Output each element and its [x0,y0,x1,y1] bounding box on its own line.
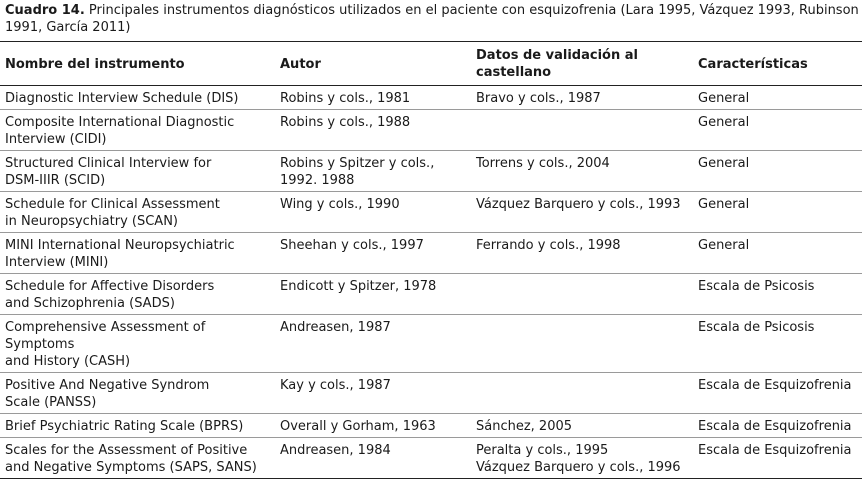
cell-nombre: Scales for the Assessment of Positive and Negative Symptoms (SAPS, SANS) [0,438,275,479]
cell-nombre: Composite International Diagnostic Interview (CIDI) [0,110,275,151]
instruments-table [0,41,862,479]
table-row [0,438,862,479]
cell-validacion: Sánchez, 2005 [471,414,693,438]
cell-nombre: Schedule for Affective Disorders and Schizophrenia (SADS) [0,274,275,315]
cell-caracteristicas: Escala de Psicosis [693,315,862,373]
header-validacion: Datos de validación al castellano [471,42,693,86]
cell-caracteristicas: General [693,86,862,110]
cell-validacion [471,373,693,414]
cell-nombre: MINI International Neuropsychiatric Interview (MINI) [0,233,275,274]
table-row [0,274,862,315]
cell-autor: Robins y cols., 1988 [275,110,471,151]
table-row [0,233,862,274]
cell-validacion: Peralta y cols., 1995 Vázquez Barquero y cols., 1996 [471,438,693,479]
header-row [0,42,862,86]
cell-nombre: Brief Psychiatric Rating Scale (BPRS) [0,414,275,438]
cell-autor: Andreasen, 1987 [275,315,471,373]
table-row [0,414,862,438]
cell-nombre: Positive And Negative Syndrom Scale (PANSS) [0,373,275,414]
cell-autor: Wing y cols., 1990 [275,192,471,233]
cell-nombre: Diagnostic Interview Schedule (DIS) [0,86,275,110]
cell-caracteristicas: Escala de Esquizofrenia [693,373,862,414]
table-row [0,86,862,110]
cell-nombre: Structured Clinical Interview for DSM-IIIR (SCID) [0,151,275,192]
cell-nombre: Comprehensive Assessment of Symptoms and History (CASH) [0,315,275,373]
cell-caracteristicas: General [693,233,862,274]
table-caption [5,2,860,36]
cell-caracteristicas: Escala de Psicosis [693,274,862,315]
cell-caracteristicas: General [693,151,862,192]
table-row [0,151,862,192]
cell-autor: Endicott y Spitzer, 1978 [275,274,471,315]
cell-validacion: Ferrando y cols., 1998 [471,233,693,274]
cell-autor: Overall y Gorham, 1963 [275,414,471,438]
header-autor: Autor [275,42,471,86]
table-row [0,192,862,233]
cell-nombre: Schedule for Clinical Assessment in Neuropsychiatry (SCAN) [0,192,275,233]
caption-label: Cuadro 14. [5,3,85,18]
cell-caracteristicas: Escala de Esquizofrenia [693,438,862,479]
cell-caracteristicas: Escala de Esquizofrenia [693,414,862,438]
cell-validacion: Torrens y cols., 2004 [471,151,693,192]
cell-caracteristicas: General [693,110,862,151]
cell-validacion: Vázquez Barquero y cols., 1993 [471,192,693,233]
cell-validacion: Bravo y cols., 1987 [471,86,693,110]
cell-autor: Andreasen, 1984 [275,438,471,479]
cell-autor: Kay y cols., 1987 [275,373,471,414]
caption-text: Principales instrumentos diagnósticos utilizados en el paciente con esquizofrenia (Lara 1995, Vázquez 1993, Rubinson 1991, García 2011) [5,3,859,35]
table-row [0,315,862,373]
cell-validacion [471,315,693,373]
cell-caracteristicas: General [693,192,862,233]
cell-autor: Sheehan y cols., 1997 [275,233,471,274]
table-row [0,110,862,151]
header-caracteristicas: Características [693,42,862,86]
cell-autor: Robins y Spitzer y cols., 1992. 1988 [275,151,471,192]
table-body [0,86,862,479]
header-nombre: Nombre del instrumento [0,42,275,86]
table-row [0,373,862,414]
cell-autor: Robins y cols., 1981 [275,86,471,110]
cell-validacion [471,274,693,315]
cell-validacion [471,110,693,151]
